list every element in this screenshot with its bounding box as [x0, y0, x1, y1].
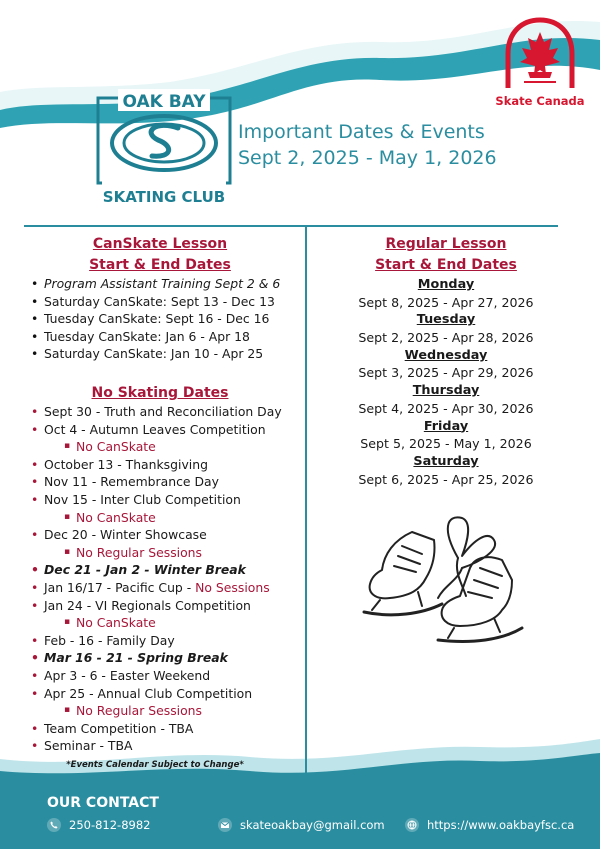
maple-leaf-skate-icon	[490, 14, 590, 94]
list-item: • Nov 15 - Inter Club Competition	[28, 491, 298, 509]
no-skating-list	[28, 403, 298, 755]
skate-canada-label: Skate Canada	[495, 94, 585, 108]
date-range: Sept 4, 2025 - Apr 30, 2026	[358, 400, 534, 416]
list-item: • Saturday CanSkate: Sept 13 - Dec 13	[28, 293, 298, 311]
contact-email[interactable]	[218, 818, 385, 832]
page-title-line1: Important Dates & Events	[238, 121, 485, 143]
day-label: Friday	[423, 418, 469, 434]
list-item: • October 13 - Thanksgiving	[28, 456, 298, 474]
list-item: • Apr 3 - 6 - Easter Weekend	[28, 667, 298, 685]
day-label: Thursday	[412, 383, 480, 399]
regular-schedule	[316, 276, 576, 488]
list-item: • Sept 30 - Truth and Reconciliation Day	[28, 403, 298, 421]
day-label: Monday	[417, 277, 475, 292]
list-item	[28, 579, 298, 597]
no-sessions-note: No Sessions	[195, 579, 270, 595]
list-item: • Seminar - TBA	[28, 737, 298, 755]
regular-heading-line2: Start & End Dates	[375, 257, 517, 273]
no-skating-heading: No Skating Dates	[91, 385, 229, 401]
day-label: Saturday	[413, 453, 479, 469]
list-item: • Dec 20 - Winter Showcase	[28, 526, 298, 544]
list-subitem: ▪ No Regular Sessions	[28, 702, 298, 720]
list-item: • Mar 16 - 21 - Spring Break	[28, 649, 298, 667]
regular-heading-line1: Regular Lesson	[385, 236, 507, 252]
phone-number: 250-812-8982	[69, 818, 151, 832]
list-item: • Tuesday CanSkate: Sept 16 - Dec 16	[28, 310, 298, 328]
contact-title: OUR CONTACT	[47, 795, 159, 811]
list-item: • Tuesday CanSkate: Jan 6 - Apr 18	[28, 328, 298, 346]
contact-phone[interactable]	[47, 818, 150, 832]
list-item: • Nov 11 - Remembrance Day	[28, 473, 298, 491]
club-name-line1: OAK BAY	[122, 92, 206, 112]
ice-skates-illustration	[362, 510, 532, 650]
list-item: • Jan 24 - VI Regionals Competition	[28, 597, 298, 615]
day-label: Tuesday	[416, 312, 476, 328]
list-item: • Dec 21 - Jan 2 - Winter Break	[28, 561, 298, 579]
list-item: • Saturday CanSkate: Jan 10 - Apr 25	[28, 345, 298, 363]
contact-website[interactable]	[405, 818, 574, 832]
date-range: Sept 3, 2025 - Apr 29, 2026	[358, 365, 534, 381]
list-item: • Feb - 16 - Family Day	[28, 632, 298, 650]
page-title-line2: Sept 2, 2025 - May 1, 2026	[238, 147, 497, 169]
phone-icon	[47, 818, 61, 832]
list-item: • Oct 4 - Autumn Leaves Competition	[28, 421, 298, 439]
list-item: • Team Competition - TBA	[28, 720, 298, 738]
list-subitem: ▪ No Regular Sessions	[28, 544, 298, 562]
skate-canada-logo	[490, 14, 590, 114]
horizontal-divider	[24, 225, 558, 227]
canskate-list	[28, 275, 298, 363]
list-subitem: ▪ No CanSkate	[28, 614, 298, 632]
email-icon	[218, 818, 232, 832]
date-range: Sept 8, 2025 - Apr 27, 2026	[358, 294, 534, 310]
website-url: https://www.oakbayfsc.ca	[427, 818, 575, 832]
vertical-divider	[305, 226, 307, 774]
oak-bay-logo	[96, 88, 232, 208]
day-label: Wednesday	[404, 347, 488, 363]
list-item: • Program Assistant Training Sept 2 & 6	[28, 275, 298, 293]
footer-wave-background	[0, 739, 600, 849]
list-subitem: ▪ No CanSkate	[28, 509, 298, 527]
date-range: Sept 6, 2025 - Apr 25, 2026	[358, 471, 534, 487]
canskate-heading-line1: CanSkate Lesson	[92, 236, 228, 252]
canskate-heading-line2: Start & End Dates	[89, 257, 231, 273]
list-item: • Apr 25 - Annual Club Competition	[28, 685, 298, 703]
list-item-text: Jan 16/17 - Pacific Cup -	[44, 579, 196, 595]
globe-icon	[405, 818, 419, 832]
footnote: *Events Calendar Subject to Change*	[66, 760, 244, 770]
list-subitem: ▪ No CanSkate	[28, 438, 298, 456]
club-name-line2: SKATING CLUB	[102, 188, 226, 206]
email-address: skateoakbay@gmail.com	[240, 818, 385, 832]
date-range: Sept 2, 2025 - Apr 28, 2026	[358, 330, 534, 346]
date-range: Sept 5, 2025 - May 1, 2026	[360, 436, 532, 452]
